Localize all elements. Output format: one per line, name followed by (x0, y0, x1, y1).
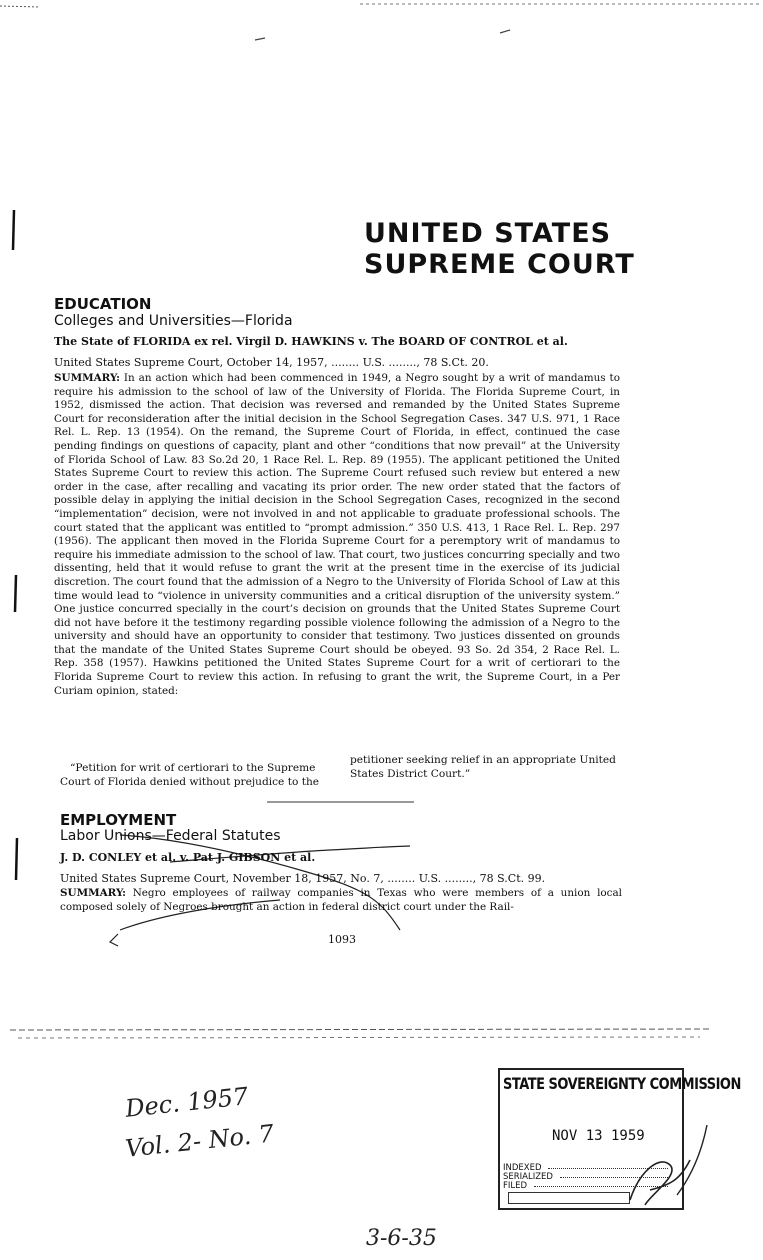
stamp-indexed: INDEXED (503, 1163, 542, 1173)
stamp-date: NOV 13 1959 (552, 1128, 645, 1144)
quote-left: “Petition for writ of certiorari to the Supreme Court of Florida denied without prejudice to the (60, 762, 320, 788)
handwritten-volume: Vol. 2- No. 7 (124, 1119, 276, 1163)
stamp-filed: FILED (503, 1181, 528, 1191)
section-employment: EMPLOYMENT (60, 811, 177, 829)
subsection-education: Colleges and Universities—Florida (54, 313, 293, 329)
subsection-employment: Labor Unions—Federal Statutes (60, 828, 281, 844)
handwritten-date: Dec. 1957 (124, 1082, 250, 1123)
case-title-hawkins: The State of FLORIDA ex rel. Virgil D. HAWKINS v. The BOARD OF CONTROL et al. (54, 335, 568, 348)
stamp-title: STATE SOVEREIGNTY COMMISSION (503, 1076, 741, 1094)
summary-hawkins (54, 372, 620, 698)
stamp-bottom-box (508, 1192, 630, 1204)
summary-conley (60, 887, 622, 914)
quote-right: petitioner seeking relief in an appropriate United States District Court.” (350, 754, 616, 780)
case-title-conley: J. D. CONLEY et al. v. Pat J. GIBSON et al. (60, 851, 316, 864)
handwritten-file-number: 3-6-35 (366, 1226, 437, 1251)
section-education: EDUCATION (54, 295, 152, 313)
summary-text: In an action which had been commenced in 1949, a Negro sought by a writ of mandamus to require his admission to the school of law of the University of Florida. The Florida Supreme Court, in 1952, dismissed the action. That decision was reversed and remanded by the United States Supreme Court for reconsideration after the initial decision in the School Segregation Cases. 347 U.S. 971, 1 Race Rel. L. Rep. 13 (1954). On the remand, the Supreme Court of Florida, in effect, continued the case pending findings on questions of capacity, plant and other “conditions that now prevail” at the University of Florida School of Law. 83 So.2d 20, 1 Race Rel. L. Rep. 89 (1955). The applicant petitioned the United States Supreme Court to review this action. The Supreme Court refused such review but entered a new order in the case, after recalling and vacating its prior order. The new order stated that the factors of possible delay in applying the initial decision in the School Segregation Cases, recognized in the second “implementation” decision, were not involved in and not applicable to graduate professional schools. The court stated that the applicant was entitled to “prompt admission.” 350 U.S. 413, 1 Race Rel. L. Rep. 297 (1956). The applicant then moved in the Florida Supreme Court for a peremptory writ of mandamus to require his immediate admission to the school of law. That court, two justices concurring specially and two dissenting, held that it would refuse to grant the writ at the present time in the exercise of its judicial discretion. The court found that the admission of a Negro to the University of Florida School of Law at this time would lead to “violence in university communities and a critical disruption of the university system.” One justice concurred specially in the court’s decision on grounds that the United States Supreme Court did not have before it the testimony regarding possible violence following the admission of a Negro to the university and should have an opportunity to consider that testimony. Two justices dissented on grounds that the mandate of the United States Supreme Court should be obeyed. 93 So. 2d 354, 2 Race Rel. L. Rep. 358 (1957). Hawkins petitioned the United States Supreme Court for a writ of certiorari to the Florida Supreme Court to review this action. In refusing to grant the writ, the Supreme Court, in a Per Curiam opinion, stated: (54, 372, 620, 697)
summary-label: SUMMARY: (60, 887, 126, 899)
heading-line1: UNITED STATES (364, 218, 612, 249)
stamp-serialized: SERIALIZED (503, 1172, 553, 1182)
summary-text: Negro employees of railway companies in Texas who were members of a union local composed solely of Negroes brought an action in federal district court under the Rail- (60, 887, 622, 913)
commission-stamp (498, 1068, 741, 1210)
scribble-line (672, 1120, 712, 1200)
heading-line2: SUPREME COURT (364, 249, 635, 280)
citation-conley: United States Supreme Court, November 18, 1957, No. 7, ........ U.S. ........, 78 S.Ct. 99. (60, 872, 546, 885)
citation-hawkins: United States Supreme Court, October 14, 1957, ........ U.S. ........, 78 S.Ct. 20. (54, 356, 489, 369)
page-number: 1093 (328, 933, 356, 946)
summary-label: SUMMARY: (54, 372, 120, 384)
